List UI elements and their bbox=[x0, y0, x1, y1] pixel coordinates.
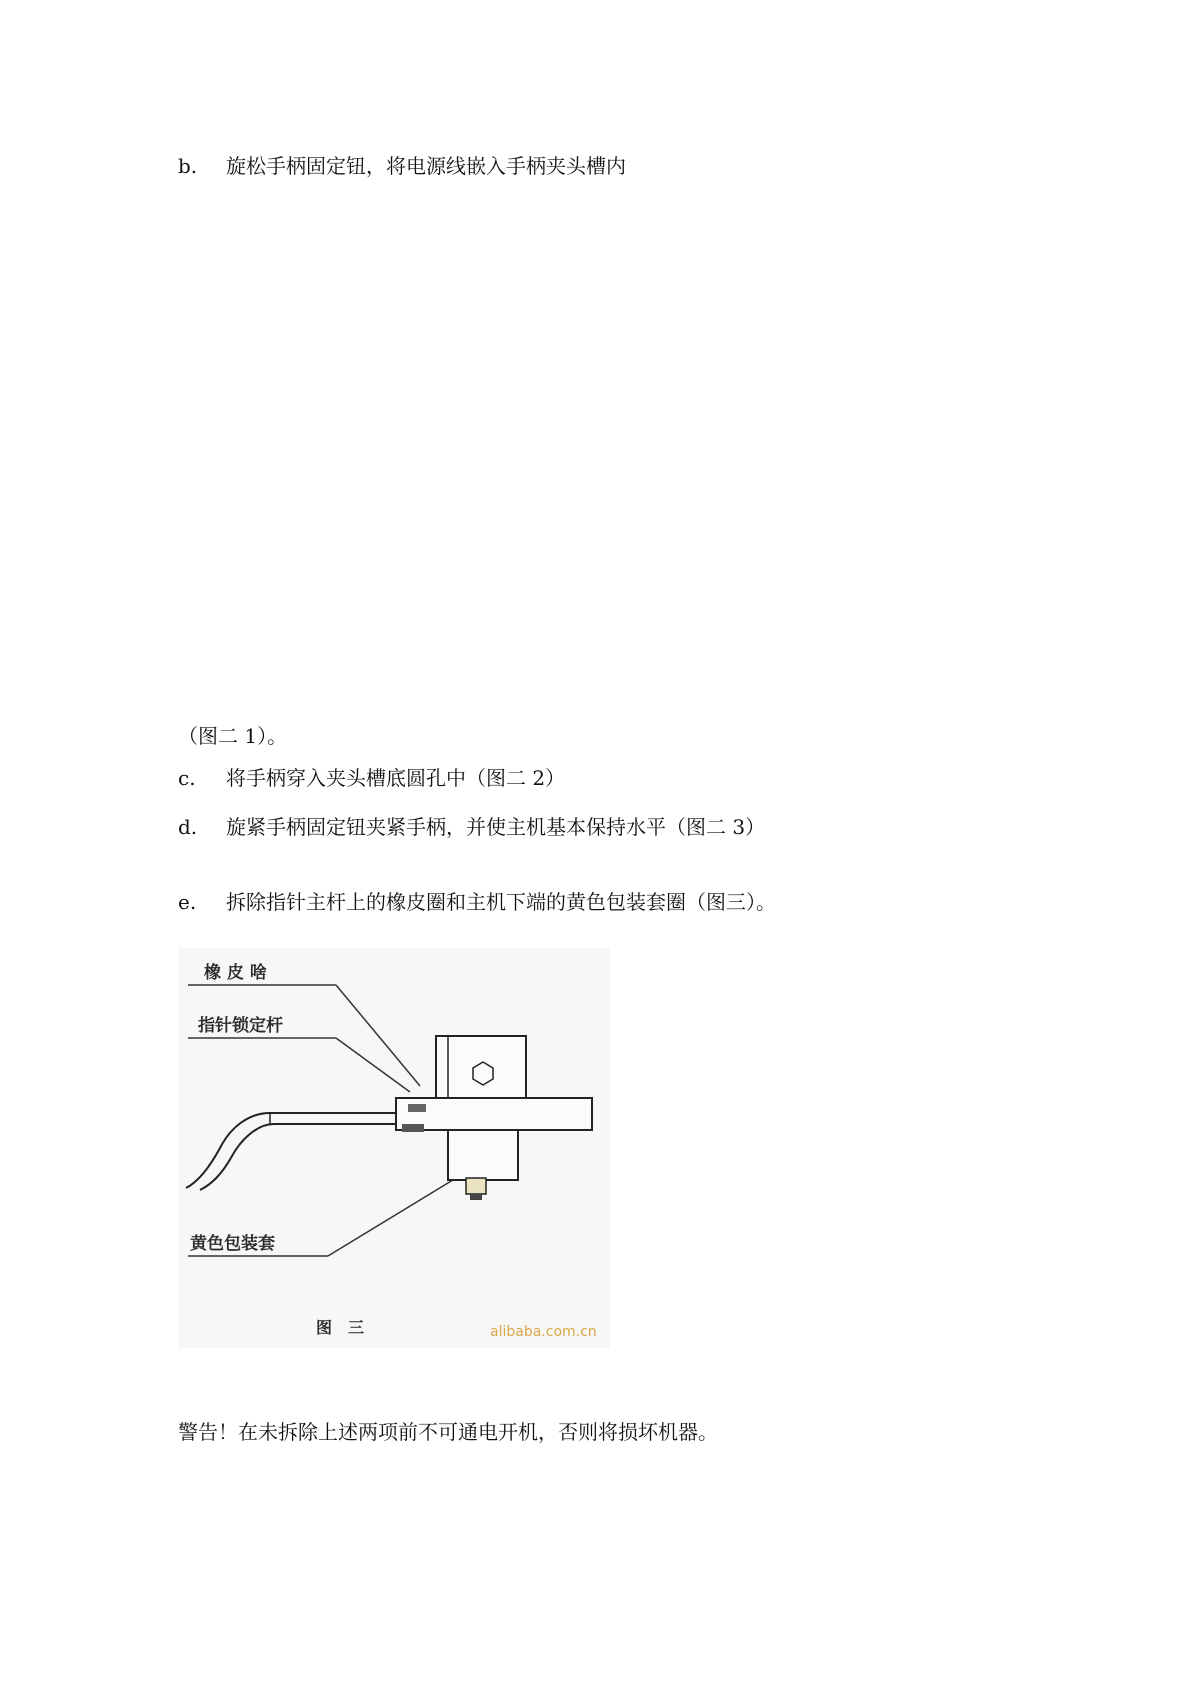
step-e-marker: e. bbox=[178, 890, 197, 914]
step-d-text: 旋紧手柄固定钮夹紧手柄，并使主机基本保持水平（图二 3） bbox=[226, 815, 766, 839]
step-d-marker: d. bbox=[178, 815, 198, 839]
step-b-continuation-text: （图二 1）。 bbox=[178, 724, 288, 748]
warning bbox=[178, 1418, 718, 1446]
figure-three bbox=[178, 948, 610, 1348]
figure-caption: 图 三 bbox=[316, 1318, 365, 1337]
rubber-ring-icon bbox=[408, 1104, 426, 1112]
main-unit-lower-body bbox=[448, 1130, 518, 1180]
label-pointer-rod: 指针锁定杆 bbox=[198, 1016, 283, 1036]
mounting-bar bbox=[396, 1098, 592, 1130]
step-c-text: 将手柄穿入夹头槽底圆孔中（图二 2） bbox=[226, 766, 566, 790]
yellow-sleeve-icon bbox=[466, 1178, 486, 1194]
step-b-text: 旋松手柄固定钮，将电源线嵌入手柄夹头槽内 bbox=[226, 154, 626, 178]
step-e bbox=[178, 888, 776, 916]
warning-text: 警告！在未拆除上述两项前不可通电开机，否则将损坏机器。 bbox=[178, 1420, 718, 1444]
watermark: alibaba.com.cn bbox=[490, 1324, 597, 1340]
label-yellow-sleeve: 黄色包装套 bbox=[190, 1234, 275, 1254]
step-c bbox=[178, 764, 565, 792]
step-e-text: 拆除指针主杆上的橡皮圈和主机下端的黄色包装套圈（图三）。 bbox=[226, 890, 776, 914]
sleeve-cap bbox=[470, 1194, 482, 1200]
figure-background bbox=[178, 948, 610, 1348]
step-b-continuation bbox=[178, 722, 287, 750]
step-b bbox=[178, 152, 626, 180]
lock-rod-clip-icon bbox=[402, 1124, 424, 1132]
label-rubber: 橡 皮 啥 bbox=[204, 963, 267, 983]
step-c-marker: c. bbox=[178, 766, 196, 790]
step-b-marker: b. bbox=[178, 154, 198, 178]
figure-three-diagram bbox=[178, 948, 610, 1348]
step-d bbox=[178, 813, 765, 841]
